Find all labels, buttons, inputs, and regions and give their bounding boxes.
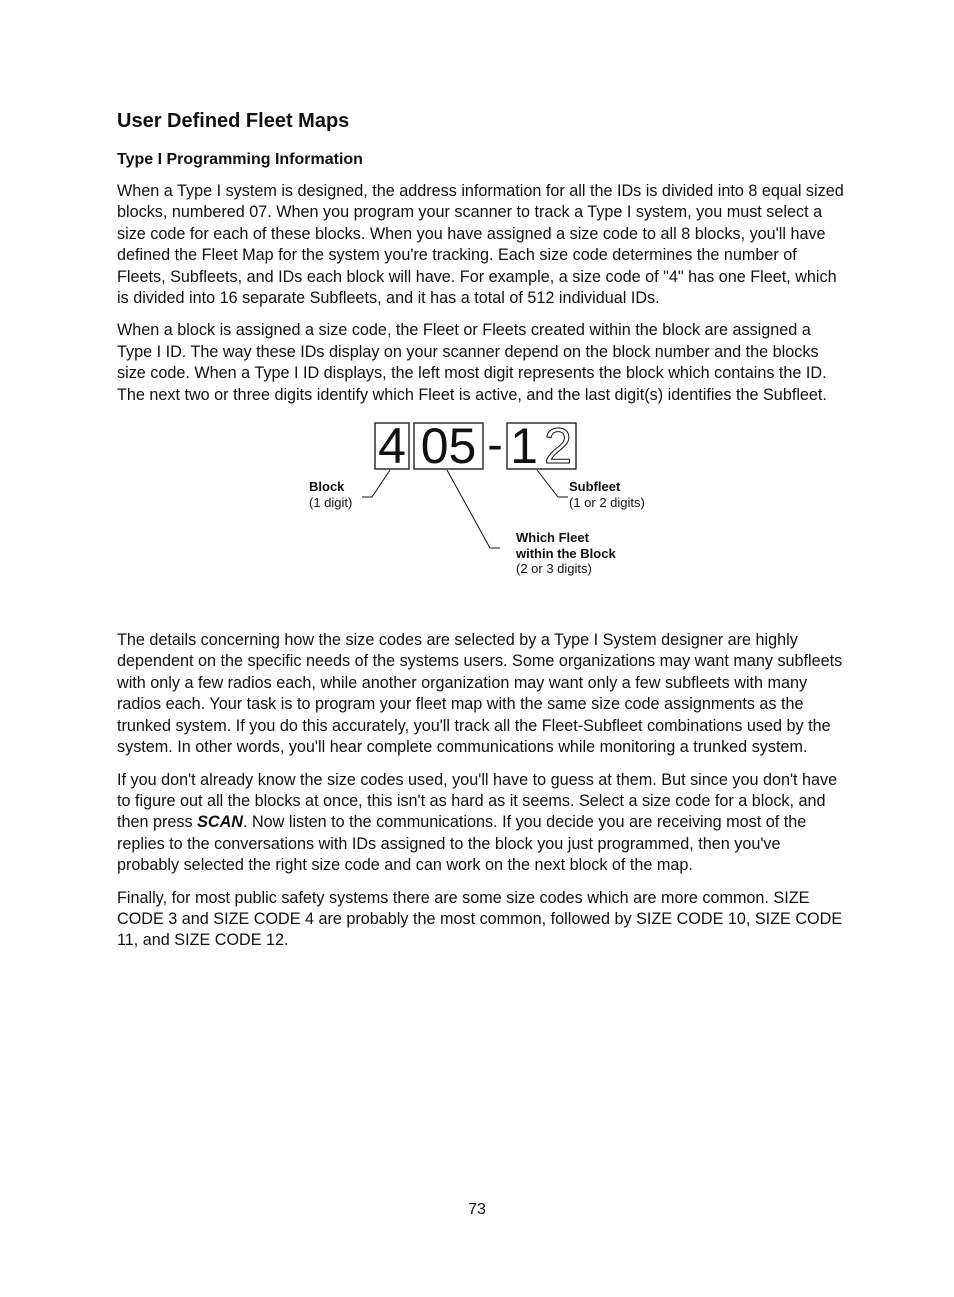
subfleet-ghost-digit: 2 — [544, 420, 572, 475]
paragraph-1: When a Type I system is designed, the address information for all the IDs is divided into 8 equal sized blocks, numbered 07. When you program your scanner to track a Type I system, you must select a size code for each of these blocks. When you have assigned a size code to all 8 blocks, you'll have defined the Fleet Map for the system you're tracking. Each size code determines the number of Fleets, Subfleets, and IDs each block will have. For example, a size code of "4" has one Fleet, which is divided into 16 separate Subfleets, and it has a total of 512 individual IDs. — [117, 182, 844, 308]
block-label: Block — [309, 479, 345, 495]
block-digit: 4 — [378, 420, 406, 475]
paragraph-3: The details concerning how the size codes are selected by a Type I System designer are highly dependent on the specific needs of the systems users. Some organizations may want many subfleets with only a few radios each, while another organization may want only a few subfleets with many radios each. Your task is to program your fleet map with the same size code assignments as the trunked system. If you do this accurately, you'll track all the Fleet-Subfleet combinations used by the system. In other words, you'll hear complete communications while monitoring a trunked system. — [117, 631, 843, 757]
id-dash: - — [487, 420, 503, 471]
fleet-label-line-1: Which Fleet — [516, 530, 589, 546]
paragraph-4-before: If you don't already know the size codes used, you'll have to guess at them. But since you don't have to figure out all the blocks at once, this isn't as hard as it seems. Select a size code for a block, and then press — [117, 770, 838, 832]
fleet-label-line-2: within the Block — [516, 545, 616, 561]
block-caption — [309, 479, 352, 510]
fleet-digits: 05 — [420, 420, 477, 475]
subsection-heading: Type I Programming Information — [117, 151, 363, 168]
id-format-diagram — [117, 420, 845, 616]
scan-key-label: SCAN — [197, 813, 243, 832]
paragraph-2: When a block is assigned a size code, the Fleet or Fleets created within the block are assigned a Type I ID. The way these IDs display on your scanner depend on the block number and the blocks size code. When a Type I ID displays, the left most digit represents the block which contains the ID. The next two or three digits identify which Fleet is active, and the last digit(s) identifies the Subfleet. — [117, 321, 827, 404]
fleet-leader-line — [447, 470, 500, 548]
subfleet-leader-line — [537, 470, 568, 497]
paragraph-4-after: . Now listen to the communications. If you decide you are receiving most of the replies to the conversations with IDs assigned to the block you just programmed, then you've probably selected the right size code and can work on the next block of the map. — [117, 813, 807, 875]
paragraph-5: Finally, for most public safety systems there are some size codes which are more common. SIZE CODE 3 and SIZE CODE 4 are probably the most common, followed by SIZE CODE 10, SIZE CODE 11, and SIZE CODE 12. — [117, 888, 843, 950]
page-content — [117, 108, 845, 963]
paragraph-4 — [117, 770, 845, 877]
page-number: 73 — [468, 1201, 486, 1218]
block-sub-label: (1 digit) — [309, 494, 353, 510]
fleet-caption — [516, 530, 616, 577]
subfleet-sub-label: (1 or 2 digits) — [569, 494, 645, 510]
subfleet-caption — [569, 479, 645, 510]
subfleet-digit: 1 — [510, 420, 538, 475]
subfleet-label: Subfleet — [569, 479, 621, 495]
section-heading: User Defined Fleet Maps — [117, 110, 350, 132]
id-diagram-svg — [117, 420, 845, 616]
fleet-sub-label: (2 or 3 digits) — [516, 561, 592, 577]
block-leader-line — [362, 470, 390, 497]
